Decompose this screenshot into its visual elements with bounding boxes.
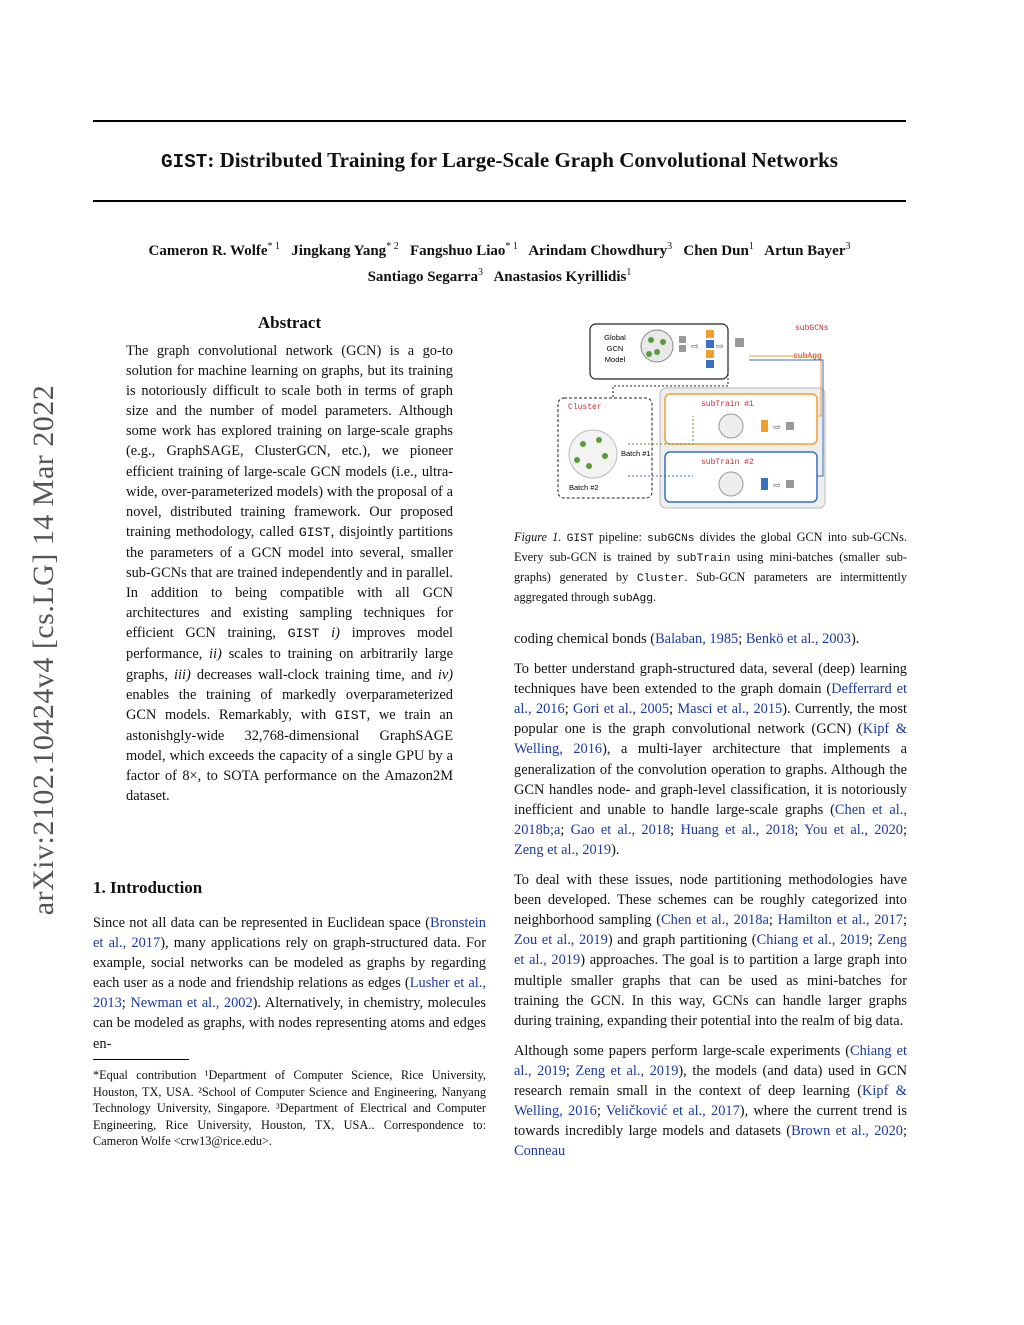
figure-gist-pipeline [553,316,829,512]
graph-icon [641,330,673,362]
citation-link[interactable]: Zou et al., 2019 [514,932,608,949]
svg-text:⇨: ⇨ [773,422,781,432]
author: Santiago Segarra [367,269,479,285]
citation-link[interactable]: Lusher et al., 2013 [93,975,486,1012]
citation-link[interactable]: Benkö et al., 2003 [745,631,851,647]
cluster-label: Cluster [568,403,602,412]
section-heading-introduction: 1. Introduction [93,878,203,897]
citation-link[interactable]: Zeng et al., 2019 [575,1062,679,1079]
footnote: *Equal contribution ¹Department of Computer Science, Rice University, Houston, TX, USA. ²School of Computer Science and Engineering, Nanyang Technology University, Singapore. ³Department of Electrical and Computer Engineering, Rice University, Houston, TX, USA.. Correspondence to: Cameron Wolfe <crw13@rice.edu>. [93,1068,486,1149]
svg-text:GCN: GCN [606,344,624,353]
subtrain2-label: subTrain #2 [701,458,754,467]
citation-link[interactable]: Chiang et al., 2019 [514,1042,907,1079]
citation-link[interactable]: Gao et al., 2018 [570,821,671,838]
figure-caption: Figure 1. GIST pipeline: subGCNs divides the global GCN into sub-GCNs. Every sub-GCN is trained by subTrain using mini-batches (smaller sub-graphs) generated by Cluster. Sub-GCN parameters are intermittently aggregated through subAgg. [514,530,908,605]
batch1-label: Batch #1 [621,449,651,458]
title-rule-bottom [93,200,906,202]
svg-text:⇨: ⇨ [716,341,724,351]
citation-link[interactable]: Defferrard et al., 2016 [514,681,908,718]
arxiv-identifier: arXiv:2102.10424v4 [cs.LG] 14 Mar 2022 [27,384,60,916]
author: Cameron R. Wolfe [148,243,268,259]
citation-link[interactable]: Gori et al., 2005 [573,701,670,718]
author: Anastasios Kyrillidis [493,269,627,285]
citation-link[interactable]: Masci et al., 2015 [677,701,783,718]
abstract-heading: Abstract [257,313,322,332]
author-line-1: Cameron R. Wolfe$^{* 1}$ Jingkang Yang$^{* 2}$ Fangshuo Liao$^{* 1}$ Arindam Chowdhury$^3$ Chen Dun$^1$ Artun Bayer$^3$ [148,241,851,259]
citation-link[interactable]: Bronstein et al., 2017 [93,915,486,952]
svg-text:⇨: ⇨ [691,341,699,351]
author: Jingkang Yang [291,243,387,259]
subtrain1-label: subTrain #1 [701,400,754,409]
citation-link[interactable]: Newman et al., 2002 [130,995,253,1012]
citation-link[interactable]: You et al., 2020 [804,821,903,838]
introduction-text: Since not all data can be represented in Euclidean space (Bronstein et al., 2017), many applications rely on graph-structured data. For example, social networks can be modeled as graphs by regarding each user as a node and friendship relations as edges (Lusher et al., 2013; Newman et al., 2002). Alternatively, in chemistry, molecules can be modeled as graphs, with nodes representing atoms and edges en- [93,915,487,1052]
citation-link[interactable]: Balaban, 1985 [655,631,739,647]
author: Fangshuo Liao [409,243,506,259]
citation-link[interactable]: Zeng et al., 2019 [514,932,907,969]
citation-link[interactable]: Chen et al., 2018a [661,912,769,929]
citation-link[interactable]: Hamilton et al., 2017 [777,912,904,929]
citation-link[interactable]: Huang et al., 2018 [680,821,795,838]
right-column-text [514,629,907,1171]
citation-link[interactable]: Veličković et al., 2017 [605,1103,740,1120]
subgcns-label: subGCNs [795,324,829,333]
footnote-rule [93,1059,189,1060]
paragraph: To better understand graph-structured data, several (deep) learning techniques have been extended to the graph domain (Defferrard et al., 2016; Gori et al., 2005; Masci et al., 2015). Currently, the most popular one is the graph convolutional network (GCN) (Kipf & Welling, 2016), a multi-layer architecture that implements a generalization of the convolution operation to graphs. Although the GCN handles node- and graph-level classification, it is notoriously inefficient and unable to handle large-scale graphs (Chen et al., 2018b;a; Gao et al., 2018; Huang et al., 2018; You et al., 2020; Zeng et al., 2019). [514,661,908,858]
paper-title [93,148,906,173]
title-gist: GIST [161,151,208,173]
citation-link[interactable]: Zeng et al., 2019 [514,841,612,858]
global-gcn-label: Global [604,333,626,342]
svg-text:⇨: ⇨ [773,480,781,490]
citation-link[interactable]: Kipf & Welling, 2016 [514,1082,908,1120]
citation-link[interactable]: Brown et al., 2020 [791,1123,904,1140]
subagg-label: subAgg [793,352,822,361]
paragraph: coding chemical bonds (Balaban, 1985; Benkö et al., 2003). [514,631,860,647]
citation-link[interactable]: Kipf & Welling, 2016 [514,721,908,758]
author: Arindam Chowdhury [528,243,668,259]
title-rule-top [93,120,906,122]
author: Chen Dun [683,243,749,259]
author-list [93,236,906,288]
citation-link[interactable]: Conneau [514,1143,566,1160]
citation-link[interactable]: Chiang et al., 2019 [756,932,869,949]
abstract-text: The graph convolutional network (GCN) is a go-to solution for machine learning on graphs, but its training is notoriously difficult to scale both in terms of graph size and the number of model parameters. Although some work has explored training on large-scale graphs (e.g., GraphSAGE, ClusterGCN, etc.), we pioneer efficient training of large-scale GCN models (i.e., ultra-wide, over-parameterized models) with the proposal of a novel, distributed training framework. Our proposed training methodology, called GIST, disjointly partitions the parameters of a GCN model into several, smaller sub-GCNs that are trained independently and in parallel. In addition to being compatible with all GCN architectures and existing sampling techniques for efficient GCN training, GIST i) improves model performance, ii) scales to training on arbitrarily large graphs, iii) decreases wall-clock training time, and iv) enables the training of markedly overparameterized GCN models. Remarkably, with GIST, we train an astonishgly-wide 32,768-dimensional GraphSAGE model, which exceeds the capacity of a single GPU by a factor of 8×, to SOTA performance on the Amazon2M dataset. [126,343,454,805]
author-line-2: Santiago Segarra$^3$ Anastasios Kyrillidis$^1$ [367,267,632,285]
batch2-label: Batch #2 [569,483,599,492]
paragraph: To deal with these issues, node partitioning methodologies have been developed. These schemes can be roughly categorized into neighborhood sampling (Chen et al., 2018a; Hamilton et al., 2017; Zou et al., 2019) and graph partitioning (Chiang et al., 2019; Zeng et al., 2019) approaches. The goal is to partition a large graph into multiple smaller graphs that can be used as mini-batches for training the GCN. In this way, GCNs can handle larger graphs during training, expanding their potential into the realm of big data. [514,872,908,1029]
author: Artun Bayer [764,243,846,259]
svg-text:Model: Model [604,355,626,364]
title-text: : Distributed Training for Large-Scale Graph Convolutional Networks [207,148,838,172]
paragraph: Although some papers perform large-scale experiments (Chiang et al., 2019; Zeng et al., 2019), the models (and data) used in GCN research remain small in the context of deep learning (Kipf & Welling, 2016; Veličković et al., 2017), where the current trend is towards incredibly large models and datasets (Brown et al., 2020; Conneau [514,1042,908,1160]
citation-link[interactable]: Chen et al., 2018b;a [514,801,907,838]
